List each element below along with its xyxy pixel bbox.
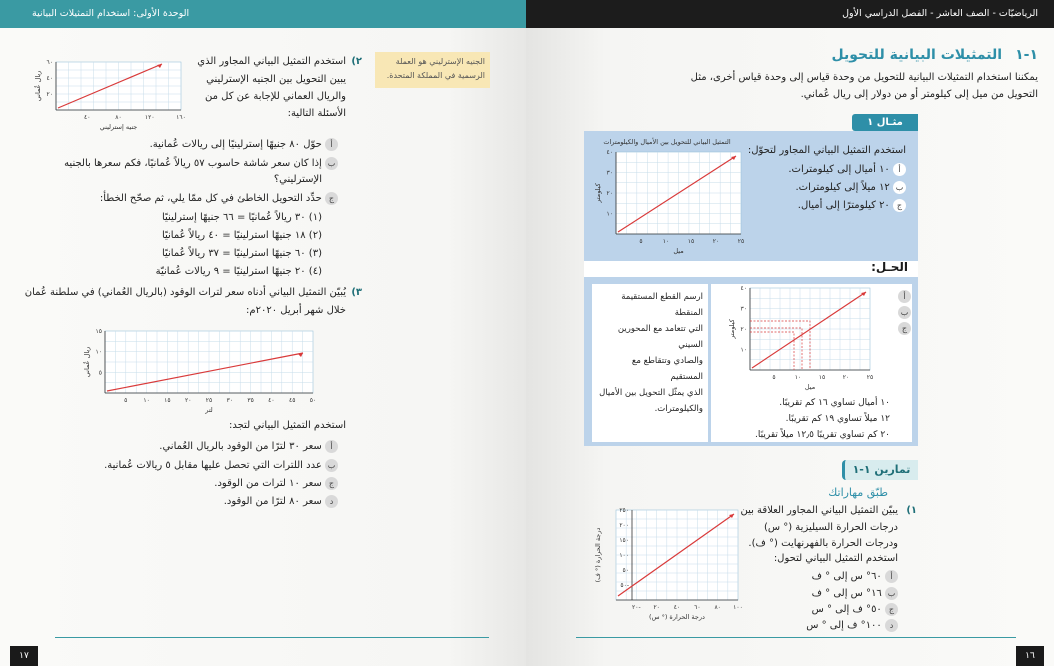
y-tick-label: ٣٠ xyxy=(740,305,747,313)
example-prompt: استخدم التمثيل البياني المجاور لتحوّل: xyxy=(747,145,906,156)
x-tick-label: ٤٠ xyxy=(673,604,681,611)
right-footer-line xyxy=(576,637,1016,638)
example-item-b xyxy=(796,181,907,194)
y-axis-label: ريال عُماني xyxy=(34,70,42,102)
example-badge: مثـال ١ xyxy=(852,114,918,131)
y-tick-label: ٤٠ xyxy=(740,285,747,292)
x-tick-label: ٢٥ xyxy=(205,397,213,404)
x-tick-label: ٢٥ xyxy=(737,238,745,245)
q3-marker-a: أ xyxy=(325,440,338,453)
x-tick-label: ٤٥ xyxy=(288,397,296,404)
solution-note-4: الذي يمثّل التحويل بين الأميال xyxy=(599,388,703,398)
conversion-2: (٢) ١٨ جنيهًا استرلينيًا = ٤٠ ريالاً عُمانيًا xyxy=(161,230,322,241)
q2-item-b-text: إذا كان سعر شاشة حاسوب ٥٧ ريالاً عُمانيًا، فكم سعرها بالجنيه xyxy=(64,158,322,169)
y-tick-label: ٥٠ xyxy=(622,567,629,574)
y-tick-label: ٢٠٠ xyxy=(619,522,629,529)
lesson-number: ١-١ xyxy=(1015,47,1038,63)
y-tick-label: ٦٠ xyxy=(46,59,53,66)
x-tick-label: ١٥ xyxy=(687,238,695,245)
x-tick-label: ١٠٠ xyxy=(733,604,743,611)
example-marker-a: أ xyxy=(893,163,906,176)
example-item-c-text: ٢٠ كيلومترًا إلى أميال. xyxy=(797,200,890,211)
q2-line-4: الأسئلة التالية: xyxy=(287,108,346,119)
lesson-intro-1: يمكننا استخدام التمثيلات البيانية للتحويل من وحدة قياس إلى وحدة قياس أخرى، مثل xyxy=(690,72,1038,83)
y-tick-label: ١٥٠ xyxy=(619,537,629,544)
q1-marker-b: ب xyxy=(885,587,898,600)
q1-line-1: يبيّن التمثيل البياني المجاور العلاقة بين xyxy=(740,505,898,516)
x-tick-label: ٥ xyxy=(772,374,776,381)
miles-chart xyxy=(586,146,756,258)
left-page-number: ١٧ xyxy=(10,646,38,666)
x-axis-label: لتر xyxy=(205,406,213,414)
lesson-title: التمثيلات البيانية للتحويل xyxy=(831,47,1002,63)
answer-1: ١٠ أميال تساوي ١٦ كم تقريبًا. xyxy=(779,398,890,408)
fuel-chart xyxy=(75,325,325,417)
info-note-line-2: الرسمية في المملكة المتحدة. xyxy=(386,71,485,80)
temperature-chart xyxy=(586,506,746,622)
q3-item-c xyxy=(214,477,338,490)
q2-item-c xyxy=(100,192,338,205)
q3-marker-c: ج xyxy=(325,477,338,490)
example-item-b-text: ١٢ ميلاً إلى كيلومترات. xyxy=(795,182,890,193)
q1-item-c xyxy=(812,603,898,616)
y-axis-label: كيلومتر xyxy=(728,319,736,339)
q2-marker-c: ج xyxy=(325,192,338,205)
answer-2: ١٢ ميلاً تساوي ١٩ كم تقريبًا. xyxy=(785,414,890,424)
q1-item-c-text: ٥٠° ف إلى ° س xyxy=(811,604,882,615)
example-marker-c: ج xyxy=(893,199,906,212)
x-tick-label: ١٠ xyxy=(794,374,802,381)
right-header-title: الرياضيّات - الصف العاشر - الفصل الدراسي الأول xyxy=(842,8,1038,19)
x-axis-label: ميل xyxy=(673,247,684,255)
x-tick-label: ٥ xyxy=(124,397,128,404)
q3-line-2: خلال شهر أبريل ٢٠٢٠م: xyxy=(246,305,346,316)
solution-note-5: والكيلومترات. xyxy=(654,404,703,414)
q2-line-3: والريال العماني للإجابة عن كل من xyxy=(204,91,346,102)
example-item-a-text: ١٠ أميال إلى كيلومترات. xyxy=(788,164,890,175)
x-tick-label: ٢٠ xyxy=(842,374,850,381)
y-tick-label: ١٠ xyxy=(95,348,102,356)
y-tick-label: ٣٠ xyxy=(606,169,613,177)
q3-item-a-text: سعر ٣٠ لترًا من الوقود بالريال العُماني. xyxy=(159,441,322,452)
info-note-line-1: الجنيه الإسترليني هو العملة xyxy=(395,57,485,66)
q1-line-2: درجات الحرارة السيليزية (° س) xyxy=(763,522,898,533)
y-axis-label: ريال عُماني xyxy=(83,346,91,378)
y-tick-label: ١٠ xyxy=(606,210,613,218)
x-tick-label: ٣٥ xyxy=(247,397,254,404)
q2-number: ٢) xyxy=(351,56,362,67)
x-tick-label: ٤٠ xyxy=(84,114,91,121)
left-header-title: الوحدة الأولى: استخدام التمثيلات البيانية xyxy=(32,8,190,19)
x-tick-label: ٢٠- xyxy=(632,604,641,611)
lesson-intro-2: التحويل من ميل إلى كيلومتر أو من دولار إلى ريال عُماني. xyxy=(800,89,1038,100)
solution-chart xyxy=(724,284,874,392)
x-axis-label: ميل xyxy=(804,383,816,391)
q3-item-c-text: سعر ١٠ لترات من الوقود. xyxy=(214,478,322,489)
info-note xyxy=(375,52,490,88)
q2-line-2: يبين التحويل بين الجنيه الإسترليني xyxy=(206,74,346,85)
q3-item-d-text: سعر ٨٠ لترًا من الوقود. xyxy=(223,496,322,507)
solution-note-2: التي تتعامد مع المحورين السيني xyxy=(617,324,703,350)
q3-item-a xyxy=(159,440,338,453)
exercises-subtitle: طبّق مهاراتك xyxy=(828,486,888,499)
q3-number: ٣) xyxy=(351,287,362,298)
q1-item-a xyxy=(812,570,898,583)
q3-line-1: يُبيّن التمثيل البياني أدناه سعر لترات الوقود (بالريال العُماني) في سلطنة عُمان xyxy=(24,287,346,298)
q1-item-a-text: ٦٠° س إلى ° ف xyxy=(811,571,882,582)
y-tick-label: ٤٠ xyxy=(46,75,53,82)
x-tick-label: ١٢٠ xyxy=(144,114,155,121)
left-page xyxy=(0,0,526,666)
q1-number: ١) xyxy=(906,505,917,516)
x-tick-label: ١٥ xyxy=(818,374,826,381)
x-tick-label: ٨٠ xyxy=(714,604,721,611)
x-tick-label: ١٦٠ xyxy=(176,114,186,121)
conversion-3: (٣) ٦٠ جنيهًا استرلينيًا = ٣٧ ريالاً عُمانيًا xyxy=(161,248,322,259)
q3-item-b xyxy=(104,459,338,472)
q1-item-b xyxy=(812,587,898,600)
y-tick-label: ٢٠ xyxy=(740,326,747,333)
conversion-1: (١) ٣٠ ريالاً عُمانيًا = ٦٦ جنيهًا إسترلينيًا xyxy=(161,212,322,223)
y-axis-label: كيلومتر xyxy=(594,183,602,203)
q3-marker-d: د xyxy=(325,495,338,508)
x-tick-label: ١٥ xyxy=(164,397,171,404)
x-tick-label: ٤٠ xyxy=(268,397,275,404)
right-page xyxy=(526,0,1054,666)
example-graph-title: التمثيل البياني للتحويل بين الأميال والكيلومترات xyxy=(603,138,731,146)
x-tick-label: ٨٠ xyxy=(115,114,122,121)
y-tick-label: ٢٠ xyxy=(606,190,613,197)
x-tick-label: ٢٠ xyxy=(712,238,720,245)
y-axis-label: درجة الحرارة (° ف) xyxy=(594,527,602,583)
right-page-number: ١٦ xyxy=(1016,646,1044,666)
q1-item-d-text: ١٠٠° ف إلى ° س xyxy=(806,620,882,631)
y-tick-label: ١٠ xyxy=(740,346,747,354)
q1-marker-a: أ xyxy=(885,570,898,583)
q3-marker-b: ب xyxy=(325,459,338,472)
x-tick-label: ٢٠ xyxy=(184,397,192,404)
q2-item-b xyxy=(64,157,338,170)
solution-marker-a: أ xyxy=(898,290,911,303)
solution-bar xyxy=(584,261,918,277)
q2-marker-b: ب xyxy=(325,157,338,170)
example-item-a xyxy=(788,163,906,176)
x-tick-label: ٥٠ xyxy=(309,397,317,404)
q2-item-b-cont: الإسترليني؟ xyxy=(273,174,322,185)
q2-item-a xyxy=(150,138,338,151)
q2-item-c-text: حدِّد التحويل الخاطئ في كل ممّا يلي، ثم صحّح الخطأ: xyxy=(99,193,322,204)
solution-note-box xyxy=(592,284,708,442)
q3-item-b-text: عدد اللترات التي تحصل عليها مقابل ٥ ريالات عُمانية. xyxy=(104,460,322,471)
q1-marker-d: د xyxy=(885,619,898,632)
q2-line-1: استخدم التمثيل البياني المجاور الذي xyxy=(197,56,346,67)
example-item-c xyxy=(798,199,906,212)
q1-marker-c: ج xyxy=(885,603,898,616)
x-tick-label: ١٠ xyxy=(662,238,670,245)
y-tick-label: ٢٠ xyxy=(46,91,53,98)
solution-markers xyxy=(898,290,912,335)
q1-line-4: استخدم التمثيل البياني لتحول: xyxy=(773,553,898,564)
y-tick-label: ٥ xyxy=(98,369,102,377)
q3-item-d xyxy=(224,495,338,508)
x-tick-label: ١٠ xyxy=(143,397,150,404)
y-tick-label: ١٥ xyxy=(95,328,102,335)
y-tick-label: ٢٥٠ xyxy=(619,507,629,514)
q1-line-3: ودرجات الحرارة بالفهرنهايت (° ف). xyxy=(748,538,898,549)
solution-label: الحـل: xyxy=(871,260,908,274)
q2-item-a-text: حوّل ٨٠ جنيهًا إسترلينيًا إلى ريالات عُمانية. xyxy=(149,139,322,150)
y-tick-label: ٤٠ xyxy=(606,149,613,156)
y-tick-label: ٥٠- xyxy=(620,582,629,589)
solution-note-3: والصادي وتتقاطع مع المستقيم xyxy=(631,356,703,382)
x-tick-label: ٢٥ xyxy=(866,374,874,381)
solution-marker-b: ب xyxy=(898,306,911,319)
q1-item-b-text: ١٦° س إلى ° ف xyxy=(811,588,882,599)
left-footer-line xyxy=(55,637,489,638)
solution-marker-c: ج xyxy=(898,322,911,335)
gbp-chart xyxy=(30,56,195,136)
x-tick-label: ٢٠ xyxy=(653,604,660,611)
example-marker-b: ب xyxy=(893,181,906,194)
answer-3: ٢٠ كم تساوي تقريبًا ١٢٫٥ ميلاً تقريبًا. xyxy=(755,430,890,440)
x-tick-label: ٥ xyxy=(639,238,643,245)
solution-note-1: ارسم القطع المستقيمة المنقطة xyxy=(621,292,703,318)
conversion-4: (٤) ٢٠ جنيهًا استرلينيًا = ٩ ريالات عُمانيّة xyxy=(155,266,322,277)
x-tick-label: ٣٠ xyxy=(226,397,234,404)
x-tick-label: ٦٠ xyxy=(694,604,701,611)
q3-prompt: استخدم التمثيل البياني لتجد: xyxy=(228,420,346,431)
y-tick-label: ١٠٠ xyxy=(619,552,629,559)
exercises-badge: تمارين ١-١ xyxy=(842,460,918,480)
q1-item-d xyxy=(806,619,898,632)
x-axis-label: جنيه إسترليني xyxy=(99,123,138,131)
q2-marker-a: أ xyxy=(325,138,338,151)
x-axis-label: درجة الحرارة (° س) xyxy=(649,613,705,621)
